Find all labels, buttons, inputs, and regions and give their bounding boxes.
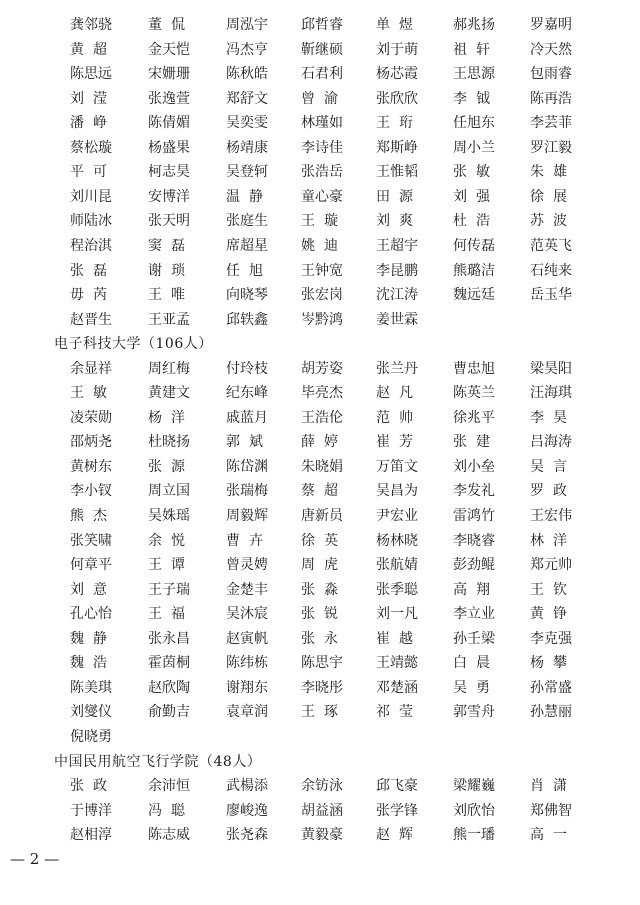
- person-name: 岑黔鸿: [301, 311, 343, 328]
- person-name: 孙壬梁: [453, 630, 495, 647]
- person-name: 尹宏业: [376, 508, 418, 524]
- person-name: 冯杰亨: [226, 41, 268, 58]
- person-name: 刘 强: [453, 188, 490, 205]
- person-name: 祁 莹: [376, 704, 413, 721]
- person-name: 张 建: [453, 434, 490, 451]
- person-name: 王亚孟: [148, 311, 190, 328]
- person-name: 李晓睿: [453, 532, 495, 549]
- person-name: 师陆冰: [70, 213, 112, 230]
- person-name: 梁昊阳: [530, 360, 572, 377]
- person-name: 于博洋: [70, 802, 112, 819]
- name-row: [0, 604, 640, 624]
- person-name: 王浩伦: [301, 409, 343, 426]
- name-row: [0, 40, 640, 60]
- name-row: [0, 15, 640, 35]
- person-name: 陈岱渊: [226, 458, 268, 475]
- person-name: 汪海琪: [530, 385, 572, 402]
- person-name: 赵相淳: [70, 827, 112, 844]
- person-name: 魏远廷: [453, 287, 495, 304]
- person-name: 李发礼: [453, 483, 495, 500]
- person-name: 龚邻骁: [70, 17, 112, 33]
- person-name: 冯 聪: [148, 802, 185, 819]
- person-name: 刘 滢: [70, 90, 107, 107]
- person-name: 谢翔东: [226, 679, 268, 696]
- person-name: 李小钗: [70, 483, 112, 500]
- person-name: 张欣欣: [376, 90, 418, 107]
- person-name: 魏 浩: [70, 655, 107, 672]
- person-name: 沈江涛: [376, 287, 418, 304]
- person-name: 任旭东: [453, 115, 495, 132]
- name-row: [0, 432, 640, 452]
- section-heading: 中国民用航空飞行学院（48人）: [54, 753, 262, 770]
- person-name: 霍茵桐: [148, 655, 190, 672]
- person-name: 郑元帅: [530, 557, 572, 574]
- person-name: 邱哲睿: [301, 17, 343, 33]
- person-name: 武楊添: [226, 778, 268, 795]
- person-name: 刘欣怡: [453, 802, 495, 819]
- person-name: 余 悦: [148, 532, 185, 549]
- person-name: 石君利: [301, 66, 343, 83]
- person-name: 周小兰: [453, 139, 495, 156]
- person-name: 胡芳姿: [301, 360, 343, 377]
- person-name: 安博洋: [148, 188, 190, 205]
- person-name: 陈思宇: [301, 655, 343, 672]
- person-name: 刘 爽: [376, 213, 413, 230]
- person-name: 王 谭: [148, 557, 185, 574]
- person-name: 赵欣陶: [148, 679, 190, 696]
- person-name: 赵 辉: [376, 827, 413, 844]
- person-name: 郑斯峥: [376, 139, 418, 156]
- person-name: 邵炳尧: [70, 434, 112, 451]
- person-name: 金天恺: [148, 41, 190, 58]
- person-name: 朱 雄: [530, 164, 567, 181]
- person-name: 王 唯: [148, 287, 185, 304]
- page-number: — 2 —: [10, 850, 60, 868]
- person-name: 王 珩: [376, 115, 413, 132]
- person-name: 何章平: [70, 557, 112, 574]
- name-row: [0, 481, 640, 501]
- person-name: 廖峻逸: [226, 802, 268, 819]
- person-name: 杜晓扬: [148, 434, 190, 451]
- person-name: 熊 杰: [70, 508, 107, 524]
- person-name: 温 静: [226, 188, 263, 205]
- person-name: 张 磊: [70, 262, 107, 279]
- name-row: [0, 408, 640, 428]
- person-name: 李克强: [530, 630, 572, 647]
- person-name: 吴沐宸: [226, 606, 268, 623]
- person-name: 蔡松璇: [70, 139, 112, 156]
- person-name: 张航婧: [376, 557, 418, 574]
- person-name: 孔心怡: [70, 606, 112, 623]
- person-name: 窦 磊: [148, 237, 185, 254]
- person-name: 平 可: [70, 164, 107, 181]
- person-name: 白 晨: [453, 655, 490, 672]
- name-row: [0, 801, 640, 821]
- person-name: 石纯来: [530, 262, 572, 279]
- person-name: 李芸菲: [530, 115, 572, 132]
- name-row: [0, 702, 640, 722]
- name-row: [0, 261, 640, 281]
- name-row: [0, 383, 640, 403]
- person-name: 张学锋: [376, 802, 418, 819]
- person-name: 王 琢: [301, 704, 338, 721]
- person-name: 童心豪: [301, 188, 343, 205]
- person-name: 杜 浩: [453, 213, 490, 230]
- person-name: 姜世霖: [376, 311, 418, 328]
- person-name: 王钟宽: [301, 262, 343, 279]
- name-row: [0, 653, 640, 673]
- person-name: 陈美琪: [70, 679, 112, 696]
- name-row: [0, 89, 640, 109]
- person-name: 余显祥: [70, 360, 112, 377]
- person-name: 杨 攀: [530, 655, 567, 672]
- name-row: [0, 457, 640, 477]
- person-name: 任 旭: [226, 262, 263, 279]
- person-name: 黄建文: [148, 385, 190, 402]
- person-name: 张 源: [148, 458, 185, 475]
- person-name: 罗嘉明: [530, 17, 572, 33]
- person-name: 祖 轩: [453, 41, 490, 58]
- person-name: 谢 琐: [148, 262, 185, 279]
- person-name: 吴登轲: [226, 164, 268, 181]
- person-name: 杨林晓: [376, 532, 418, 549]
- person-name: 林 洋: [530, 532, 567, 549]
- person-name: 吴 勇: [453, 679, 490, 696]
- person-name: 凌荣勋: [70, 409, 112, 426]
- person-name: 姚 迪: [301, 237, 338, 254]
- person-name: 董 侃: [148, 17, 185, 33]
- person-name: 杨靖康: [226, 139, 268, 156]
- person-name: 郭雪舟: [453, 704, 495, 721]
- person-name: 张 永: [301, 630, 338, 647]
- person-name: 李立业: [453, 606, 495, 623]
- person-name: 周泓宇: [226, 17, 268, 33]
- person-name: 李 昊: [530, 409, 567, 426]
- person-name: 张笑啸: [70, 532, 112, 549]
- person-name: 张天明: [148, 213, 190, 230]
- name-row: [0, 580, 640, 600]
- person-name: 张永昌: [148, 630, 190, 647]
- name-row: [0, 162, 640, 182]
- person-name: 曹忠旭: [453, 360, 495, 377]
- person-name: 唐新员: [301, 508, 343, 524]
- person-name: 周毅辉: [226, 508, 268, 524]
- person-name: 张 政: [70, 778, 107, 795]
- person-name: 李昆鹏: [376, 262, 418, 279]
- person-name: 王 璇: [301, 213, 338, 230]
- person-name: 林瑾如: [301, 115, 343, 132]
- person-name: 孙常盛: [530, 679, 572, 696]
- person-name: 付玲枝: [226, 360, 268, 377]
- person-name: 张浩岳: [301, 164, 343, 181]
- person-name: 张季聪: [376, 581, 418, 598]
- person-name: 黄 铮: [530, 606, 567, 623]
- person-name: 王子瑞: [148, 581, 190, 598]
- person-name: 陈英兰: [453, 385, 495, 402]
- name-row: [0, 825, 640, 845]
- name-row: [0, 64, 640, 84]
- person-name: 赵寅帆: [226, 630, 268, 647]
- name-row: [0, 211, 640, 231]
- person-name: 王靖懿: [376, 655, 418, 672]
- person-name: 周 虎: [301, 557, 338, 574]
- person-name: 陈倩媚: [148, 115, 190, 132]
- person-name: 吕海涛: [530, 434, 572, 451]
- person-name: 熊璐洁: [453, 262, 495, 279]
- person-name: 吴姝瑶: [148, 508, 190, 524]
- person-name: 熊一璠: [453, 827, 495, 844]
- name-row: [0, 310, 640, 330]
- person-name: 张 淼: [301, 581, 338, 598]
- person-name: 余沛恒: [148, 778, 190, 795]
- person-name: 刘一凡: [376, 606, 418, 623]
- person-name: 陈秋皓: [226, 66, 268, 83]
- person-name: 张瑞梅: [226, 483, 268, 500]
- person-name: 刘小垒: [453, 458, 495, 475]
- person-name: 杨盛果: [148, 139, 190, 156]
- person-name: 张兰丹: [376, 360, 418, 377]
- person-name: 邱飞豪: [376, 778, 418, 795]
- person-name: 高 一: [530, 827, 567, 844]
- person-name: 毕亮杰: [301, 385, 343, 402]
- name-row: [0, 506, 640, 526]
- name-row: [0, 236, 640, 256]
- name-row: [0, 113, 640, 133]
- person-name: 梁耀巍: [453, 778, 495, 795]
- person-name: 俞勤吉: [148, 704, 190, 721]
- person-name: 肖 潇: [530, 778, 567, 795]
- person-name: 张宏岗: [301, 287, 343, 304]
- person-name: 纪东峰: [226, 385, 268, 402]
- person-name: 包雨睿: [530, 66, 572, 83]
- person-name: 曹 卉: [226, 532, 263, 549]
- person-name: 黄 超: [70, 41, 107, 58]
- name-row: [0, 359, 640, 379]
- person-name: 邓楚涵: [376, 679, 418, 696]
- person-name: 李 钺: [453, 90, 490, 107]
- person-name: 万笛文: [376, 458, 418, 475]
- person-name: 吴昌为: [376, 483, 418, 500]
- person-name: 余钫泳: [301, 778, 343, 795]
- person-name: 席超星: [226, 237, 268, 254]
- person-name: 李晓彤: [301, 679, 343, 696]
- person-name: 罗江毅: [530, 139, 572, 156]
- person-name: 靳继硕: [301, 41, 343, 58]
- person-name: 田 源: [376, 188, 413, 205]
- person-name: 刘燮仪: [70, 704, 112, 721]
- name-row: [0, 187, 640, 207]
- name-row: [0, 629, 640, 649]
- person-name: 张 敏: [453, 164, 490, 181]
- person-name: 崔 越: [376, 630, 413, 647]
- person-name: 金楚丰: [226, 581, 268, 598]
- person-name: 陈纬栋: [226, 655, 268, 672]
- person-name: 王超宇: [376, 237, 418, 254]
- person-name: 周红梅: [148, 360, 190, 377]
- name-row: [0, 776, 640, 796]
- name-row: [0, 285, 640, 305]
- person-name: 王宏伟: [530, 508, 572, 524]
- person-name: 倪晓勇: [70, 728, 112, 745]
- person-name: 柯志昊: [148, 164, 190, 181]
- person-name: 曾灵娉: [226, 557, 268, 574]
- person-name: 曾 渝: [301, 90, 338, 107]
- person-name: 高 翔: [453, 581, 490, 598]
- person-name: 雷鸿竹: [453, 508, 495, 524]
- person-name: 杨芯霞: [376, 66, 418, 83]
- person-name: 冷天然: [530, 41, 572, 58]
- person-name: 陈再浩: [530, 90, 572, 107]
- person-name: 杨 洋: [148, 409, 185, 426]
- person-name: 徐 英: [301, 532, 338, 549]
- person-name: 张 锐: [301, 606, 338, 623]
- person-name: 魏 静: [70, 630, 107, 647]
- person-name: 刘于萌: [376, 41, 418, 58]
- person-name: 岳玉华: [530, 287, 572, 304]
- person-name: 陈思远: [70, 66, 112, 83]
- person-name: 孙慧丽: [530, 704, 572, 721]
- person-name: 胡益涵: [301, 802, 343, 819]
- person-name: 陈志威: [148, 827, 190, 844]
- person-name: 潘 峥: [70, 115, 107, 132]
- person-name: 张尧森: [226, 827, 268, 844]
- person-name: 程治淇: [70, 237, 112, 254]
- person-name: 彭劲鲲: [453, 557, 495, 574]
- person-name: 郑佛智: [530, 802, 572, 819]
- person-name: 罗 政: [530, 483, 567, 500]
- person-name: 范英飞: [530, 237, 572, 254]
- person-name: 刘川昆: [70, 188, 112, 205]
- name-row: [0, 678, 640, 698]
- person-name: 戚蓝月: [226, 409, 268, 426]
- person-name: 徐 展: [530, 188, 567, 205]
- person-name: 李诗佳: [301, 139, 343, 156]
- person-name: 徐兆平: [453, 409, 495, 426]
- person-name: 赵晋生: [70, 311, 112, 328]
- person-name: 单 煜: [376, 17, 413, 33]
- person-name: 赵 凡: [376, 385, 413, 402]
- name-row: [0, 727, 640, 747]
- person-name: 郭 斌: [226, 434, 263, 451]
- person-name: 向晓琴: [226, 287, 268, 304]
- person-name: 郝兆扬: [453, 17, 495, 33]
- person-name: 王 敏: [70, 385, 107, 402]
- person-name: 王思源: [453, 66, 495, 83]
- person-name: 薛 婷: [301, 434, 338, 451]
- person-name: 王 福: [148, 606, 185, 623]
- person-name: 郑舒文: [226, 90, 268, 107]
- person-name: 苏 波: [530, 213, 567, 230]
- section-heading: 电子科技大学（106人）: [54, 336, 213, 353]
- person-name: 张庭生: [226, 213, 268, 230]
- person-name: 范 帅: [376, 409, 413, 426]
- person-name: 刘 意: [70, 581, 107, 598]
- person-name: 蔡 超: [301, 483, 338, 500]
- person-name: 何传磊: [453, 237, 495, 254]
- person-name: 袁章润: [226, 704, 268, 721]
- person-name: 周立国: [148, 483, 190, 500]
- person-name: 王惟韬: [376, 164, 418, 181]
- person-name: 黄毅豪: [301, 827, 343, 844]
- name-row: [0, 555, 640, 575]
- name-row: [0, 138, 640, 158]
- person-name: 吴奕雯: [226, 115, 268, 132]
- person-name: 吴 言: [530, 458, 567, 475]
- person-name: 宋姗珊: [148, 66, 190, 83]
- person-name: 黄树东: [70, 458, 112, 475]
- person-name: 王 钦: [530, 581, 567, 598]
- person-name: 张逸萱: [148, 90, 190, 107]
- person-name: 朱晓娟: [301, 458, 343, 475]
- person-name: 邱轶鑫: [226, 311, 268, 328]
- person-name: 毋 芮: [70, 287, 107, 304]
- person-name: 崔 芳: [376, 434, 413, 451]
- name-row: [0, 531, 640, 551]
